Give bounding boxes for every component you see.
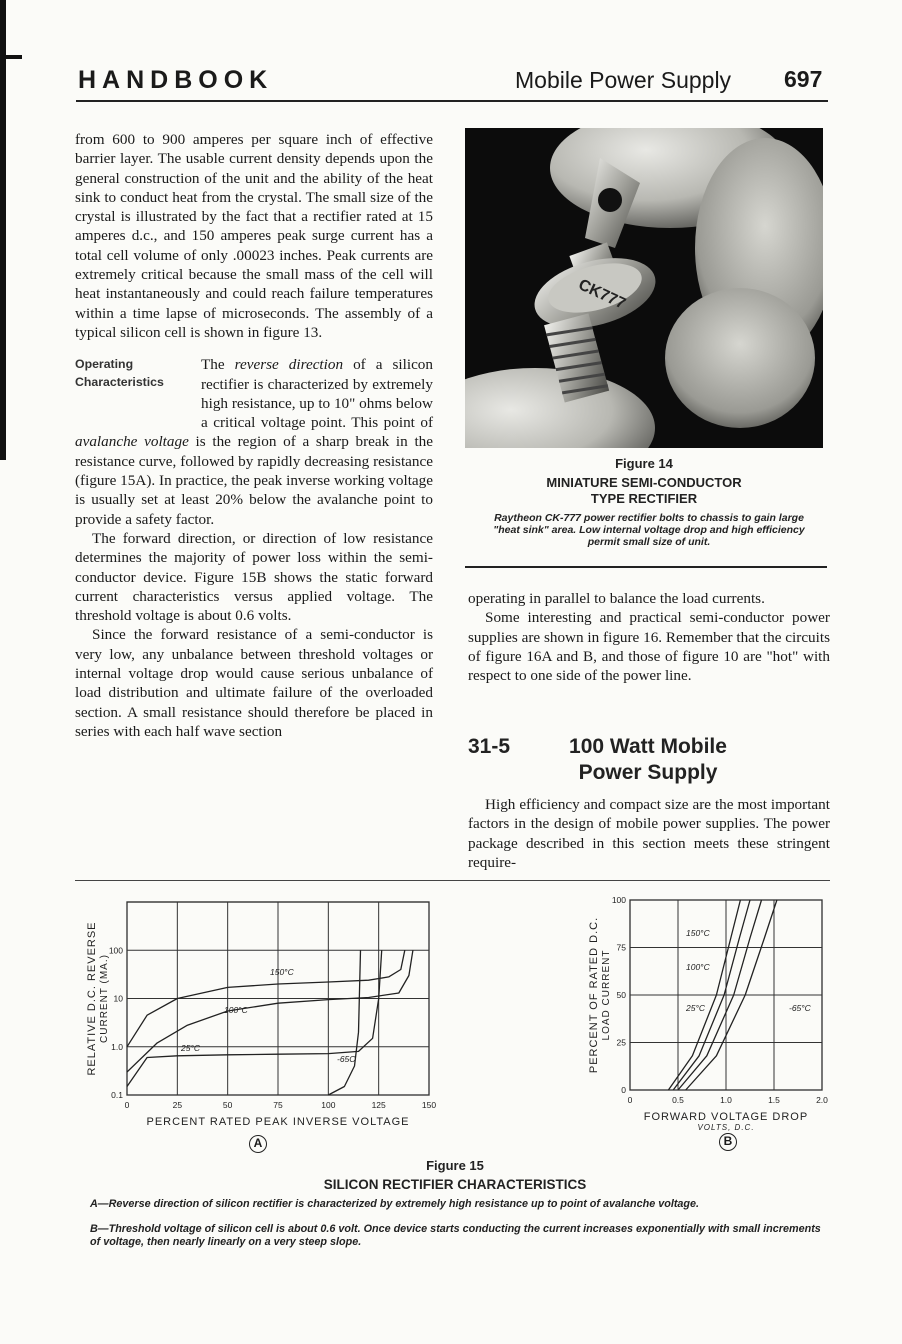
x-tick-label: 125 bbox=[371, 1100, 386, 1110]
figure-14-title-line-1: MINIATURE SEMI-CONDUCTOR bbox=[546, 475, 742, 490]
figure-14-rule bbox=[465, 566, 827, 568]
y-tick-label: 0 bbox=[621, 1085, 626, 1095]
rectifier-photo-illustration bbox=[465, 128, 823, 448]
binding-tick-mark bbox=[0, 55, 22, 59]
side-heading-operating-characteristics bbox=[75, 355, 201, 413]
figure-14-description: Raytheon CK-777 power rectifier bolts to chassis to gain large "heat sink" area. Low internal voltage drop and high efficiency permit small size of unit. bbox=[493, 512, 805, 548]
chart-a-reverse-current bbox=[86, 902, 436, 1128]
section-title bbox=[548, 734, 748, 786]
y-axis-label-line-1: RELATIVE D.C. REVERSE bbox=[86, 921, 98, 1076]
figure-14-photo bbox=[465, 128, 823, 448]
series-line bbox=[127, 950, 405, 1047]
series-label: 100°C bbox=[224, 1005, 248, 1015]
text-run: of a silicon rectifier is characterized by extremely high resistance, up to 10" ohms below a critical voltage point. This point of bbox=[201, 356, 433, 432]
x-axis-label: PERCENT RATED PEAK INVERSE VOLTAGE bbox=[146, 1116, 410, 1128]
series-line bbox=[678, 900, 762, 1090]
rectifier-marking-label: CK777 bbox=[575, 276, 629, 313]
series-label: 100°C bbox=[686, 962, 710, 972]
x-axis-label: FORWARD VOLTAGE DROP bbox=[643, 1111, 809, 1123]
x-tick-label: 0 bbox=[124, 1100, 130, 1110]
page-number: 697 bbox=[784, 66, 823, 92]
chart-a-circle-label: A bbox=[249, 1135, 267, 1153]
chart-b-circle-label: B bbox=[719, 1133, 737, 1151]
x-tick-label: 150 bbox=[421, 1100, 437, 1110]
x-tick-label: 1.5 bbox=[768, 1095, 780, 1105]
y-tick-label: 100 bbox=[611, 895, 626, 905]
series-line bbox=[673, 900, 750, 1090]
paragraph-parallel-load: operating in parallel to balance the load currents. bbox=[468, 590, 765, 607]
figure-15-title: SILICON RECTIFIER CHARACTERISTICS bbox=[323, 1177, 587, 1192]
y-tick-label: 25 bbox=[616, 1037, 626, 1048]
side-heading-line-2: Characteristics bbox=[75, 375, 164, 390]
plot-frame bbox=[127, 902, 429, 1095]
paragraph-barrier-current: from 600 to 900 amperes per square inch of effective barrier layer. The usable current density depends upon the general construction of the unit and the ability of the heat sink to conduct heat from the crystal. The small size of the crystal is illustrated by the fact that a rectifier rated at 15 amperes d.c., and 150 amperes peak surge current has a total cell volume of only .00023 inches. Peak currents are extremely critical because the small mass of the cell will heat instantaneously and could reach failure temperatures within a time lapse of microseconds. The assembly of a typical silicon cell is shown in figure 13. bbox=[75, 131, 433, 341]
left-column bbox=[75, 130, 433, 741]
right-column-continued bbox=[468, 795, 830, 872]
figure-14-number: Figure 14 bbox=[615, 456, 673, 471]
text-figure-divider-rule bbox=[75, 880, 830, 881]
section-title-line-1: 100 Watt Mobile bbox=[569, 735, 727, 758]
plot-frame bbox=[630, 900, 822, 1090]
x-tick-label: 25 bbox=[172, 1100, 183, 1110]
section-title-line-2: Power Supply bbox=[578, 761, 718, 784]
series-line bbox=[328, 950, 360, 1095]
x-tick-label: 2.0 bbox=[816, 1095, 828, 1105]
paragraph-figure-16: Some interesting and practical semi-conductor power supplies are shown in figure 16. Remember that the circuits of figure 16A and B, and those of figure 10 are "hot" with respect to one side of the power line. bbox=[468, 609, 830, 685]
header-rule bbox=[76, 100, 828, 102]
y-axis-label-line-1: PERCENT OF RATED D.C. bbox=[588, 916, 600, 1074]
series-line bbox=[127, 950, 413, 1072]
y-tick-label: 100 bbox=[108, 945, 123, 956]
binding-edge-mark bbox=[0, 0, 6, 460]
running-head-book-title: HANDBOOK bbox=[78, 66, 274, 94]
y-axis-label-line-2: CURRENT (MA.) bbox=[99, 954, 110, 1043]
series-line bbox=[127, 950, 382, 1086]
right-column bbox=[468, 589, 830, 685]
series-label: -65°C bbox=[789, 1003, 811, 1013]
series-label: 25°C bbox=[686, 1003, 705, 1013]
emphasis-avalanche-voltage: avalanche voltage bbox=[75, 433, 189, 451]
paragraph-forward-direction: The forward direction, or direction of low resistance determines the majority of power loss within the semi-conductor device. Figure 15B shows the static forward current characteristics versus applied voltage. The threshold voltage is about 0.6 volts. bbox=[75, 529, 433, 625]
figure-14-title bbox=[465, 475, 823, 507]
x-tick-label: 0 bbox=[627, 1095, 633, 1105]
series-line bbox=[686, 900, 777, 1090]
x-tick-label: 1.0 bbox=[720, 1095, 732, 1105]
figure-15-note-b: B—Threshold voltage of silicon cell is about 0.6 volt. Once device starts conducting the current increases exponentially with small increments of voltage, then nearly linearly on a very steep slope. bbox=[90, 1223, 821, 1248]
running-head-chapter: Mobile Power Supply bbox=[515, 67, 732, 93]
y-tick-label: 10 bbox=[113, 993, 123, 1004]
series-line bbox=[668, 900, 740, 1090]
y-tick-label: 50 bbox=[616, 990, 626, 1000]
x-axis-unit: VOLTS, D.C. bbox=[697, 1123, 755, 1132]
figure-15-number: Figure 15 bbox=[426, 1158, 484, 1173]
paragraph-forward-resistance: Since the forward resistance of a semi-conductor is very low, any unbalance between threshold voltages or internal voltage drop would cause serious unbalance of load distribution and ultimate failure of the overloaded section. A small resistance should therefore be placed in series with each half wave section bbox=[75, 626, 433, 740]
y-axis-label-line-2: LOAD CURRENT bbox=[601, 949, 612, 1041]
x-tick-label: 75 bbox=[273, 1100, 283, 1110]
y-tick-label: 0.1 bbox=[111, 1090, 123, 1100]
text-run: The bbox=[201, 356, 235, 374]
series-label: 150°C bbox=[270, 967, 294, 977]
series-label: 25°C bbox=[181, 1043, 200, 1053]
x-tick-label: 0.5 bbox=[672, 1095, 684, 1105]
x-tick-label: 100 bbox=[321, 1100, 336, 1110]
chart-b-forward-voltage bbox=[588, 895, 828, 1132]
series-label: -65C bbox=[337, 1054, 356, 1064]
y-tick-label: 1.0 bbox=[111, 1041, 123, 1052]
section-number: 31-5 bbox=[468, 735, 511, 758]
paragraph-mobile-efficiency: High efficiency and compact size are the most important factors in the design of mobile power supplies. The power package described in this section meets these stringent require- bbox=[468, 796, 830, 871]
series-label: 150°C bbox=[686, 928, 710, 938]
text-run: is the region of a sharp break in the resistance curve, followed by rapidly decreasing resistance (figure 15A). In practice, the peak inverse working voltage is usually set at least 20% below the avalanche point to provide a safety factor. bbox=[75, 433, 433, 528]
x-tick-label: 50 bbox=[222, 1100, 233, 1110]
figure-14-title-line-2: TYPE RECTIFIER bbox=[590, 491, 698, 506]
figure-15-note-a: A—Reverse direction of silicon rectifier is characterized by extremely high resistance up to point of avalanche voltage. bbox=[90, 1198, 700, 1210]
side-heading-line-1: Operating bbox=[75, 357, 134, 372]
y-tick-label: 75 bbox=[616, 942, 626, 953]
emphasis-reverse-direction: reverse direction bbox=[234, 356, 344, 374]
